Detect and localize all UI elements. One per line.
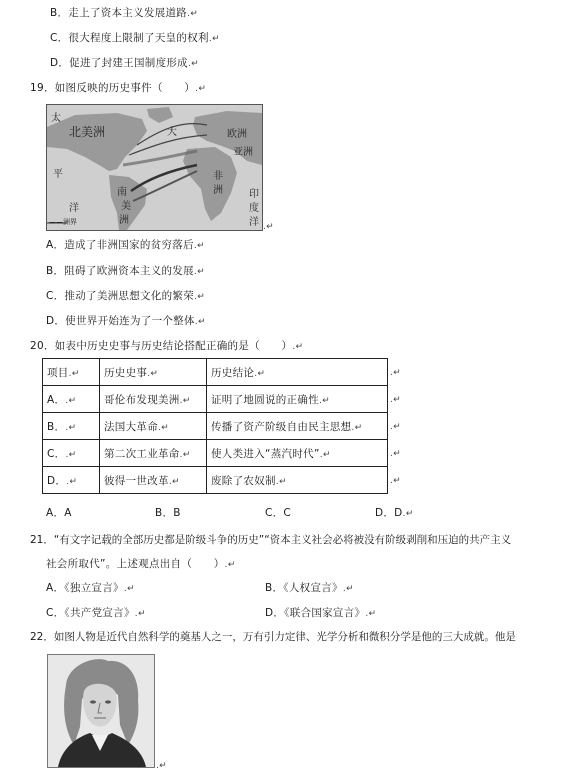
- q18-option-d: D．促进了封建王国制度形成.↵: [50, 57, 200, 69]
- header-cell-event: 历史史事.↵: [100, 359, 207, 386]
- q20-answer-a: A．A: [46, 507, 72, 519]
- table-row-mark: .↵: [390, 476, 402, 486]
- table-row: [43, 413, 388, 440]
- map-label-pacific-3: 洋: [69, 203, 79, 214]
- q20-answer-c: C．C: [265, 507, 292, 519]
- table-cell: 证明了地圆说的正确性.↵: [207, 386, 388, 413]
- table-cell: 第二次工业革命.↵: [100, 440, 207, 467]
- table-cell: 彼得一世改革.↵: [100, 467, 207, 494]
- portrait-graphic: [48, 655, 154, 767]
- table-cell: 哥伦布发现美洲.↵: [100, 386, 207, 413]
- newton-portrait: [47, 654, 155, 768]
- q20-stem: 20．如表中历史史事与历史结论搭配正确的是（ ）.↵: [30, 340, 304, 352]
- map-label-pacific-1: 太: [51, 113, 61, 124]
- table-cell: 传播了资产阶级自由民主思想.↵: [207, 413, 388, 440]
- map-label-asia: 亚洲: [233, 147, 253, 158]
- table-row-mark: .↵: [390, 395, 402, 405]
- table-header-row: [43, 359, 388, 386]
- q21-option-a: A．《独立宣言》.↵: [46, 582, 135, 594]
- table-cell: 废除了农奴制.↵: [207, 467, 388, 494]
- header-cell-conclusion: 历史结论.↵: [207, 359, 388, 386]
- q21-stem-line2: 社会所取代”。上述观点出自（ ）.↵: [46, 558, 236, 570]
- q19-option-d: D．使世界开始连为了一个整体.↵: [46, 315, 206, 327]
- map-label-africa-2: 洲: [213, 185, 223, 196]
- table-row-mark: .↵: [390, 449, 402, 459]
- table-cell: C．.↵: [43, 440, 100, 467]
- table-cell: A．.↵: [43, 386, 100, 413]
- triangular-trade-map: [46, 104, 263, 231]
- map-label-south-america-3: 洲: [119, 215, 129, 226]
- q19-option-c: C．推动了美洲思想文化的繁荣.↵: [46, 290, 206, 302]
- q20-table: [42, 358, 388, 494]
- map-label-north-america: 北美洲: [69, 125, 106, 139]
- q18-option-c: C．很大程度上限制了天皇的权利.↵: [50, 32, 220, 44]
- table-cell: 法国大革命.↵: [100, 413, 207, 440]
- header-cell-item: 项目.↵: [43, 359, 100, 386]
- map-label-europe: 欧洲: [227, 129, 247, 140]
- q20-answer-d: D．D.↵: [375, 507, 414, 519]
- map-label-india-2: 度: [249, 203, 259, 214]
- map-label-south-america-2: 美: [121, 201, 131, 212]
- portrait-paragraph-mark: .↵: [156, 761, 168, 771]
- map-label-atlantic: 大: [167, 127, 177, 138]
- table-cell: B．.↵: [43, 413, 100, 440]
- map-label-africa-1: 非: [213, 171, 223, 182]
- table-row: [43, 386, 388, 413]
- q22-stem: 22．如图人物是近代自然科学的奠基人之一，万有引力定律、光学分析和微积分学是他的三大成就。他是: [30, 631, 516, 643]
- map-label-india-1: 印: [249, 189, 259, 200]
- q19-stem: 19．如图反映的历史事件（ ）.↵: [30, 82, 207, 94]
- q21-stem-line1: 21．“有文字记载的全部历史都是阶级斗争的历史”“资本主义社会必将被没有阶级剥削和压迫的共产主义: [30, 534, 512, 546]
- q19-option-b: B．阻碍了欧洲资本主义的发展.↵: [46, 265, 205, 277]
- map-paragraph-mark: .↵: [263, 222, 275, 232]
- table-cell: 使人类进入“蒸汽时代”.↵: [207, 440, 388, 467]
- table-row-mark: .↵: [390, 368, 402, 378]
- map-label-india-3: 洋: [249, 217, 259, 228]
- table-cell: D．.↵: [43, 467, 100, 494]
- map-label-south-america-1: 南: [117, 187, 127, 198]
- table-row-mark: .↵: [390, 422, 402, 432]
- q21-option-d: D．《联合国家宣言》.↵: [265, 607, 377, 619]
- q20-answer-b: B．B: [155, 507, 181, 519]
- q21-option-b: B．《人权宣言》.↵: [265, 582, 354, 594]
- table-row: [43, 467, 388, 494]
- map-label-pacific-2: 平: [53, 169, 63, 180]
- q18-option-b: B．走上了资本主义发展道路.↵: [50, 7, 199, 19]
- q19-option-a: A．造成了非洲国家的贫穷落后.↵: [46, 239, 205, 251]
- map-legend: ——洲界: [49, 218, 77, 226]
- q21-option-c: C．《共产党宣言》.↵: [46, 607, 146, 619]
- table-row: [43, 440, 388, 467]
